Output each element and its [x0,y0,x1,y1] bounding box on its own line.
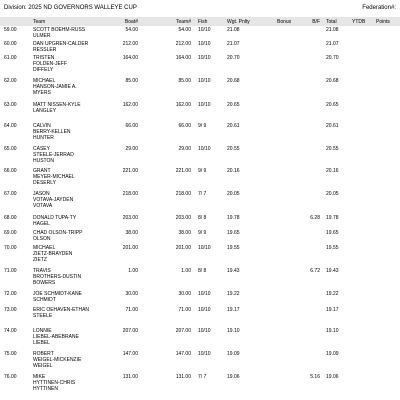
team-number-cell: 218.00 [175,191,191,197]
weight-cell: 20.05 [227,191,240,197]
rank-cell: 59.00 [4,27,17,33]
boat-number-cell: 207.00 [122,328,138,334]
table-row [0,78,400,96]
team-name-line: JOE SCHMIDT-KANE [33,291,82,297]
team-number-cell: 207.00 [175,328,191,334]
team-name-line: ERIC OEHAVEN-ETHAN [33,307,90,313]
boat-number-cell: 71.00 [125,307,138,313]
rank-cell: 65.00 [4,146,17,152]
rank-cell: 66.00 [4,168,17,174]
team-number-cell: 164.00 [175,55,191,61]
col-total: Total [326,19,337,25]
team-name-line: BOWERS [33,280,56,286]
table-row [0,307,400,325]
weight-cell: 21.08 [227,27,240,33]
total-cell: 21.08 [326,27,339,33]
team-number-cell: 71.00 [178,307,191,313]
col-boat: Boat# [124,19,138,25]
team-name-line: SCHMIDT [33,297,56,303]
fish-count-cell: 10/10 [198,291,211,297]
rank-cell: 61.00 [4,55,17,61]
boat-number-cell: 221.00 [122,168,138,174]
team-number-cell: 1.00 [181,268,191,274]
table-row [0,123,400,141]
team-name-line: MEYER-MICHAEL [33,174,75,180]
fish-count-cell: 10/10 [198,351,211,357]
team-name-line: JASON [33,191,50,197]
team-name-line: HUNTER [33,135,54,141]
team-name-line: MICHAEL [33,245,56,251]
team-name-line: HANSON-JAMIE A. [33,84,77,90]
fish-count-cell: 10/10 [198,78,211,84]
team-name-line: ZIETZ-BRAYDEN [33,251,73,257]
team-number-cell: 54.00 [178,27,191,33]
table-row [0,55,400,73]
team-name-line: GRANT [33,168,51,174]
team-number-cell: 38.00 [178,230,191,236]
team-name-line: BERRY-KELLEN [33,129,71,135]
boat-number-cell: 218.00 [122,191,138,197]
team-name-line: MYERS [33,90,51,96]
total-cell: 19.65 [326,230,339,236]
team-name-line: HYTTINEN-CHRIS [33,380,76,386]
weight-cell: 19.78 [227,215,240,221]
team-name-line: DONALD TUPA-TY [33,215,77,221]
team-name-line: LIEBEL-ABEBRANE [33,334,79,340]
table-row [0,374,400,392]
total-cell: 19.10 [326,328,339,334]
boat-number-cell: 38.00 [125,230,138,236]
rank-cell: 67.00 [4,191,17,197]
rank-cell: 64.00 [4,123,17,129]
total-cell: 20.61 [326,123,339,129]
team-name-line: CHAD OLSON-TRIPP [33,230,83,236]
division-label: Division: 2025 ND GOVERNORS WALLEYE CUP [4,5,137,11]
col-fish: Fish [198,19,208,25]
fish-count-cell: 10/10 [198,102,211,108]
col-team: Team [33,19,46,25]
weight-cell: 20.68 [227,78,240,84]
weight-cell: 20.55 [227,146,240,152]
weight-cell: 19.10 [227,328,240,334]
weight-cell: 20.70 [227,55,240,61]
team-name-line: ROBERT [33,351,54,357]
total-cell: 20.16 [326,168,339,174]
fish-count-cell: 10/10 [198,55,211,61]
boat-number-cell: 131.00 [122,374,138,380]
fish-count-cell: 8/ 8 [198,268,207,274]
rank-cell: 60.00 [4,41,17,47]
team-name-line: WEIGEL [33,363,53,369]
fish-count-cell: 9/ 9 [198,168,207,174]
weight-cell: 19.55 [227,245,240,251]
col-points: Points [376,19,390,25]
weight-cell: 19.65 [227,230,240,236]
weight-cell: 20.61 [227,123,240,129]
rank-cell: 71.00 [4,268,17,274]
table-row [0,102,400,120]
total-cell: 19.17 [326,307,339,313]
big-fish-cell: 6.28 [310,215,320,221]
fish-count-cell: 10/10 [198,146,211,152]
total-cell: 20.70 [326,55,339,61]
col-bonus: Bonus [277,19,292,25]
total-cell: 19.55 [326,245,339,251]
team-name-line: VOTAVA-JAYDEN [33,197,74,203]
weight-cell: 19.17 [227,307,240,313]
boat-number-cell: 30.00 [125,291,138,297]
team-name-line: HAGEL [33,221,50,227]
team-name-line: MIKE [33,374,46,380]
table-row [0,268,400,286]
boat-number-cell: 162.00 [122,102,138,108]
rank-cell: 70.00 [4,245,17,251]
team-name-line: VOTAVA [33,203,53,209]
rank-cell: 72.00 [4,291,17,297]
rank-cell: 68.00 [4,215,17,221]
team-name-line: HUSTON [33,158,55,164]
table-row [0,245,400,263]
team-name-line: ZIETZ [33,257,47,263]
fish-count-cell: 7/ 7 [198,374,207,380]
team-name-line: BROTHERS-DUSTIN [33,274,82,280]
team-number-cell: 201.00 [175,245,191,251]
boat-number-cell: 203.00 [122,215,138,221]
team-number-cell: 147.00 [175,351,191,357]
total-cell: 20.05 [326,191,339,197]
weight-cell: 19.06 [227,374,240,380]
team-number-cell: 66.00 [178,123,191,129]
big-fish-cell: 5.16 [310,374,320,380]
team-name-line: LIEBEL [33,340,50,346]
boat-number-cell: 1.00 [128,268,138,274]
total-cell: 19.78 [326,215,339,221]
table-row [0,146,400,164]
table-row [0,191,400,209]
col-ytdb: YTDB [352,19,366,25]
column-header-row [0,17,400,26]
fish-count-cell: 10/10 [198,307,211,313]
team-number-cell: 29.00 [178,146,191,152]
team-number-cell: 85.00 [178,78,191,84]
team-number-cell: 203.00 [175,215,191,221]
total-cell: 20.65 [326,102,339,108]
boat-number-cell: 164.00 [122,55,138,61]
boat-number-cell: 147.00 [122,351,138,357]
table-row [0,168,400,186]
weight-cell: 19.22 [227,291,240,297]
boat-number-cell: 85.00 [125,78,138,84]
fish-count-cell: 10/10 [198,41,211,47]
fish-count-cell: 9/ 9 [198,123,207,129]
table-row [0,351,400,369]
team-number-cell: 131.00 [175,374,191,380]
boat-number-cell: 66.00 [125,123,138,129]
team-name-line: OLSON [33,236,51,242]
team-name-line: MATT NISSEN-KYLE [33,102,81,108]
team-name-line: WEIGEL-MICKENZIE [33,357,82,363]
team-name-line: DESERLY [33,180,56,186]
team-name-line: MICHAEL [33,78,56,84]
team-name-line: LANGLEY [33,108,57,114]
team-name-line: LONNIE [33,328,52,334]
team-name-line: STEELE [33,313,53,319]
weight-cell: 19.09 [227,351,240,357]
total-cell: 20.55 [326,146,339,152]
team-name-line: TRAVIS [33,268,51,274]
rank-cell: 74.00 [4,328,17,334]
rank-cell: 73.00 [4,307,17,313]
col-team-number: Team# [175,19,191,25]
fish-count-cell: 10/10 [198,27,211,33]
report-title-bar [0,0,400,17]
rank-cell: 62.00 [4,78,17,84]
team-name-line: RESSLER [33,47,57,53]
rank-cell: 75.00 [4,351,17,357]
boat-number-cell: 54.00 [125,27,138,33]
rank-cell: 63.00 [4,102,17,108]
col-big-fish: B/F [312,19,320,25]
rank-cell: 69.00 [4,230,17,236]
weight-cell: 21.07 [227,41,240,47]
total-cell: 19.06 [326,374,339,380]
team-name-line: DIFFELY [33,67,54,73]
team-name-line: CALVIN [33,123,51,129]
fish-count-cell: 10/10 [198,328,211,334]
weight-cell: 20.65 [227,102,240,108]
big-fish-cell: 6.72 [310,268,320,274]
boat-number-cell: 29.00 [125,146,138,152]
fish-count-cell: 9/ 9 [198,230,207,236]
weight-cell: 19.43 [227,268,240,274]
total-cell: 21.07 [326,41,339,47]
team-number-cell: 212.00 [175,41,191,47]
col-weight-penalty: Wgt. Pnlty [227,19,250,25]
rank-cell: 76.00 [4,374,17,380]
team-name-line: DAN UPGREN-CALDER [33,41,89,47]
weight-cell: 20.16 [227,168,240,174]
fish-count-cell: 10/10 [198,245,211,251]
total-cell: 19.43 [326,268,339,274]
team-number-cell: 162.00 [175,102,191,108]
team-name-line: ULMER [33,33,51,39]
total-cell: 20.68 [326,78,339,84]
team-name-line: TRISTEN [33,55,55,61]
table-row [0,328,400,346]
fish-count-cell: 8/ 8 [198,215,207,221]
boat-number-cell: 212.00 [122,41,138,47]
federation-label: Federation#: [362,5,396,11]
fish-count-cell: 7/ 7 [198,191,207,197]
team-number-cell: 221.00 [175,168,191,174]
boat-number-cell: 201.00 [122,245,138,251]
total-cell: 19.22 [326,291,339,297]
team-name-line: FOLDEN-JEFF [33,61,67,67]
total-cell: 19.09 [326,351,339,357]
team-name-line: CASEY [33,146,50,152]
team-name-line: HYTTINEN [33,386,58,392]
team-number-cell: 30.00 [178,291,191,297]
team-name-line: SCOTT BOEHM-RUSS [33,27,86,33]
team-name-line: STEELE-JERRAD [33,152,74,158]
